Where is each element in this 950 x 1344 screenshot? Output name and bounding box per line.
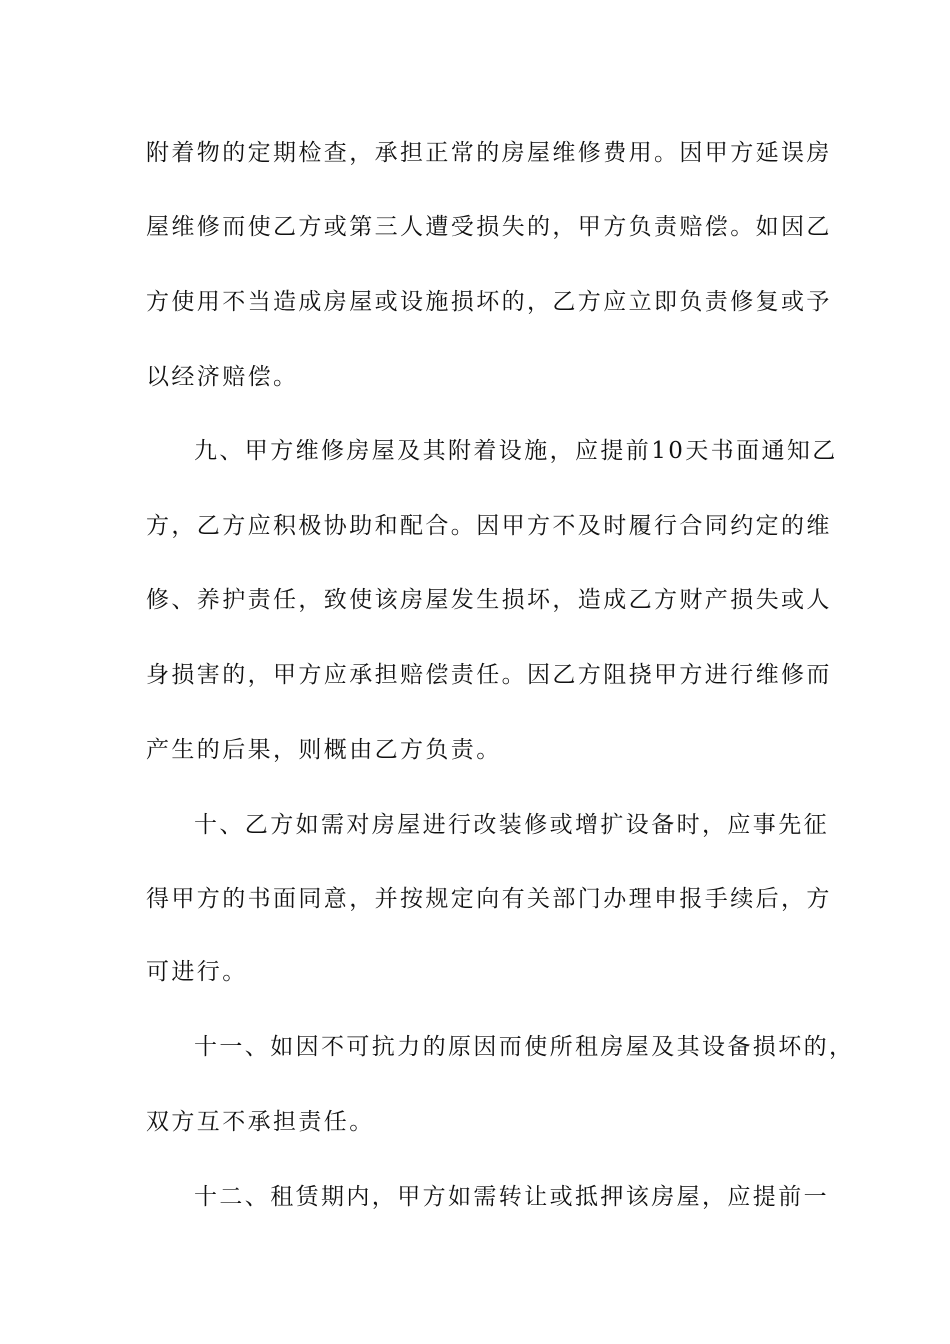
text-line-7: 修、养护责任，致使该房屋发生损坏，造成乙方财产损失或人 bbox=[146, 587, 832, 613]
text-line-11: 得甲方的书面同意，并按规定向有关部门办理申报手续后，方 bbox=[146, 886, 832, 912]
text-line-12: 可进行。 bbox=[146, 959, 248, 985]
text-line-1: 附着物的定期检查，承担正常的房屋维修费用。因甲方延误房 bbox=[146, 140, 832, 166]
text-line-8: 身损害的，甲方应承担赔偿责任。因乙方阻挠甲方进行维修而 bbox=[146, 662, 832, 688]
text-line-2: 屋维修而使乙方或第三人遭受损失的，甲方负责赔偿。如因乙 bbox=[146, 214, 832, 240]
clause-ten-first-line: 十、乙方如需对房屋进行改装修或增扩设备时，应事先征 bbox=[194, 812, 829, 838]
text-line-9: 产生的后果，则概由乙方负责。 bbox=[146, 737, 502, 763]
text-line-4: 以经济赔偿。 bbox=[146, 364, 299, 390]
text-line-3: 方使用不当造成房屋或设施损坏的，乙方应立即负责修复或予 bbox=[146, 289, 832, 315]
clause-nine-first-line: 九、甲方维修房屋及其附着设施，应提前10天书面通知乙 bbox=[194, 438, 838, 464]
text-line-14: 双方互不承担责任。 bbox=[146, 1109, 375, 1135]
text-line-6: 方，乙方应积极协助和配合。因甲方不及时履行合同约定的维 bbox=[146, 513, 832, 539]
clause-eleven-first-line: 十一、如因不可抗力的原因而使所租房屋及其设备损坏的， bbox=[194, 1034, 855, 1060]
clause-twelve-first-line: 十二、租赁期内，甲方如需转让或抵押该房屋，应提前一 bbox=[194, 1184, 829, 1210]
